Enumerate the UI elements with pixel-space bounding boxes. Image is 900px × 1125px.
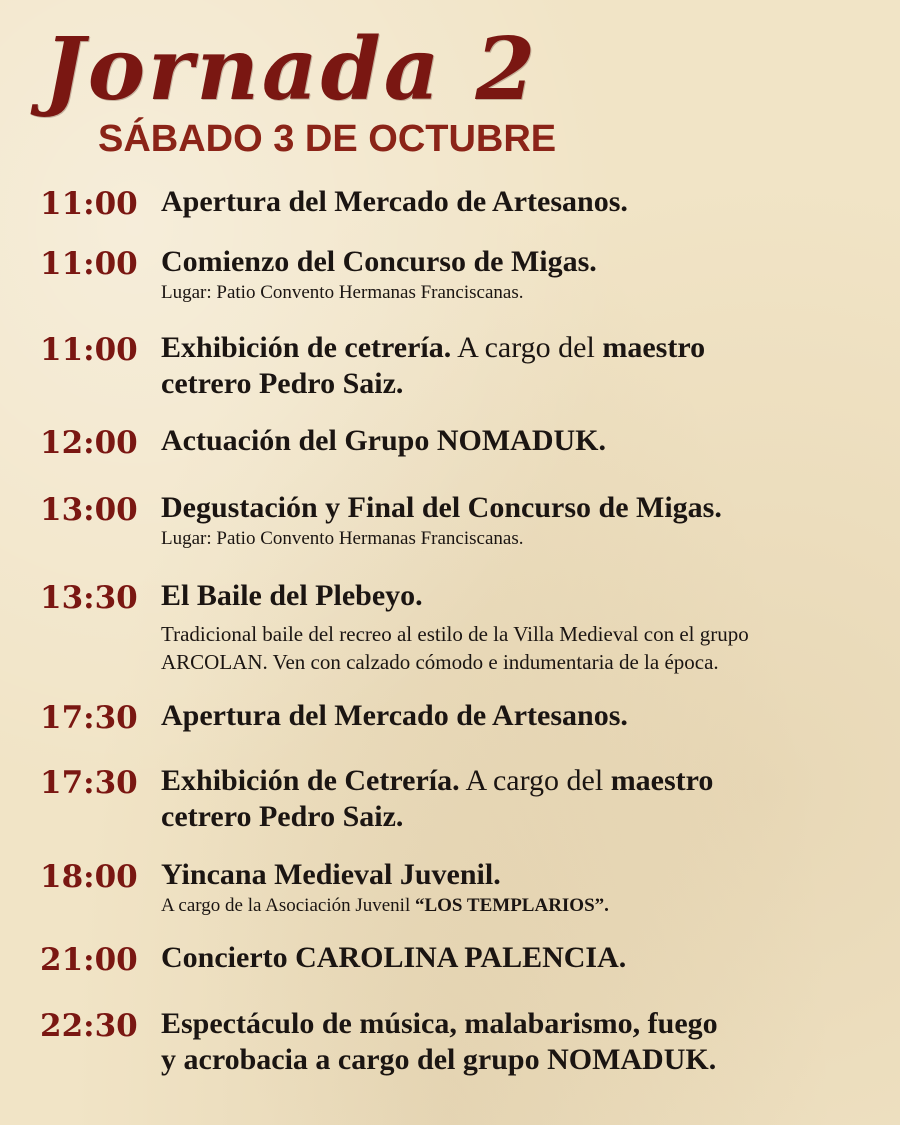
event-title: Yincana Medieval Juvenil. xyxy=(161,858,501,891)
event-title: El Baile del Plebeyo. xyxy=(161,579,423,612)
event-title-regular: A cargo del xyxy=(459,764,611,797)
event-body xyxy=(161,423,881,459)
event-title-bold: Exhibición de cetrería. xyxy=(161,331,452,364)
page-title: Jornada 2 xyxy=(44,19,539,120)
event-note-bold: “LOS TEMPLARIOS”. xyxy=(414,895,609,916)
event-title: Espectáculo de música, malabarismo, fuego xyxy=(161,1007,718,1040)
event-time: 13:30 xyxy=(40,580,138,616)
event-time: 11:00 xyxy=(40,332,138,368)
event-location: Lugar: Patio Convento Hermanas Franciscanas. xyxy=(161,282,524,303)
event-body xyxy=(161,330,881,402)
event-time: 17:30 xyxy=(40,700,138,736)
event-location: Lugar: Patio Convento Hermanas Franciscanas. xyxy=(161,528,524,549)
event-title: Actuación del Grupo NOMADUK. xyxy=(161,424,606,457)
event-title: Degustación y Final del Concurso de Migas. xyxy=(161,491,722,524)
event-title: Apertura del Mercado de Artesanos. xyxy=(161,185,628,218)
event-title: Concierto CAROLINA PALENCIA. xyxy=(161,941,627,974)
event-note xyxy=(161,893,881,919)
event-body xyxy=(161,698,881,734)
event-time: 22:30 xyxy=(40,1008,138,1044)
event-time: 18:00 xyxy=(40,859,138,895)
event-title-line2: y acrobacia a cargo del grupo NOMADUK. xyxy=(161,1043,717,1076)
event-time: 21:00 xyxy=(40,942,138,978)
event-title-bold: Exhibición de Cetrería. xyxy=(161,764,460,797)
event-time: 13:00 xyxy=(40,492,138,528)
event-body xyxy=(161,244,881,306)
event-title xyxy=(161,330,881,366)
event-title xyxy=(161,763,881,799)
event-title-line2: cetrero Pedro Saiz. xyxy=(161,800,404,833)
event-title-line2: cetrero Pedro Saiz. xyxy=(161,367,404,400)
event-note-regular: A cargo de la Asociación Juvenil xyxy=(161,895,415,916)
event-body xyxy=(161,857,881,919)
event-body xyxy=(161,184,881,220)
event-body xyxy=(161,578,881,676)
event-time: 11:00 xyxy=(40,246,138,282)
page-date: SÁBADO 3 DE OCTUBRE xyxy=(98,118,557,160)
event-title-bold-end: maestro xyxy=(610,764,714,797)
event-title-regular: A cargo del xyxy=(451,331,603,364)
event-body xyxy=(161,940,881,976)
event-body xyxy=(161,1006,881,1078)
event-time: 17:30 xyxy=(40,765,138,801)
event-title-bold-end: maestro xyxy=(602,331,706,364)
event-body xyxy=(161,763,881,835)
event-title: Comienzo del Concurso de Migas. xyxy=(161,245,597,278)
event-description-line2: ARCOLAN. Ven con calzado cómodo e indumentaria de la época. xyxy=(161,650,719,674)
event-body xyxy=(161,490,881,552)
event-time: 11:00 xyxy=(40,186,138,222)
event-description: Tradicional baile del recreo al estilo de la Villa Medieval con el grupo xyxy=(161,622,749,646)
event-time: 12:00 xyxy=(40,425,138,461)
event-title: Apertura del Mercado de Artesanos. xyxy=(161,699,628,732)
